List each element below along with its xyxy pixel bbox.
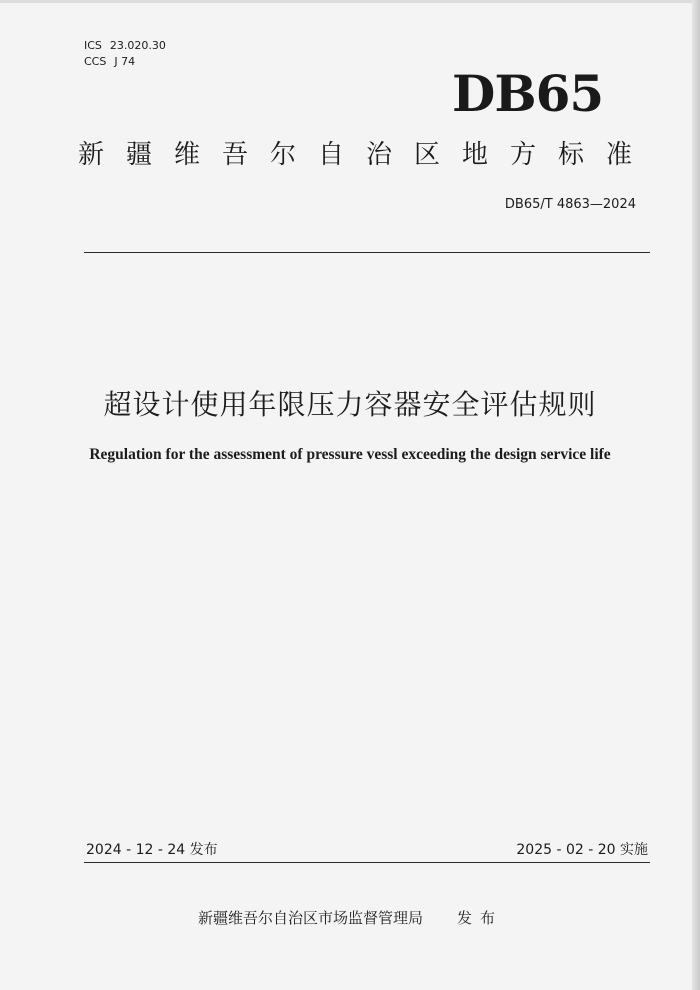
- issue-date: 2024 - 12 - 24 发布: [86, 842, 218, 858]
- publisher-line: [198, 907, 503, 929]
- header-divider: [84, 252, 650, 253]
- title-chinese: 超设计使用年限压力容器安全评估规则: [103, 388, 597, 421]
- implementation-date: 2025 - 02 - 20 实施: [516, 842, 648, 858]
- db65-logo: DB65: [452, 64, 604, 123]
- ics-row: [84, 38, 174, 54]
- classification-codes: [84, 38, 174, 70]
- ccs-row: [84, 54, 174, 70]
- ics-code: 23.020.30: [109, 39, 166, 52]
- ccs-label: CCS: [84, 55, 107, 68]
- standard-number: DB65/T 4863—2024: [504, 197, 636, 212]
- publisher-action: 发布: [457, 909, 504, 927]
- scan-right-edge: [692, 0, 700, 990]
- ics-label: ICS: [84, 39, 102, 52]
- scan-top-edge: [0, 0, 700, 3]
- date-divider: [84, 862, 650, 863]
- title-english: Regulation for the assessment of pressure vessl exceeding the design service life: [89, 446, 611, 463]
- standard-type-heading: 新疆维吾尔自治区地方标准: [78, 140, 655, 170]
- publisher-name: 新疆维吾尔自治区市场监督管理局: [198, 909, 424, 927]
- ccs-code: J 74: [114, 55, 136, 68]
